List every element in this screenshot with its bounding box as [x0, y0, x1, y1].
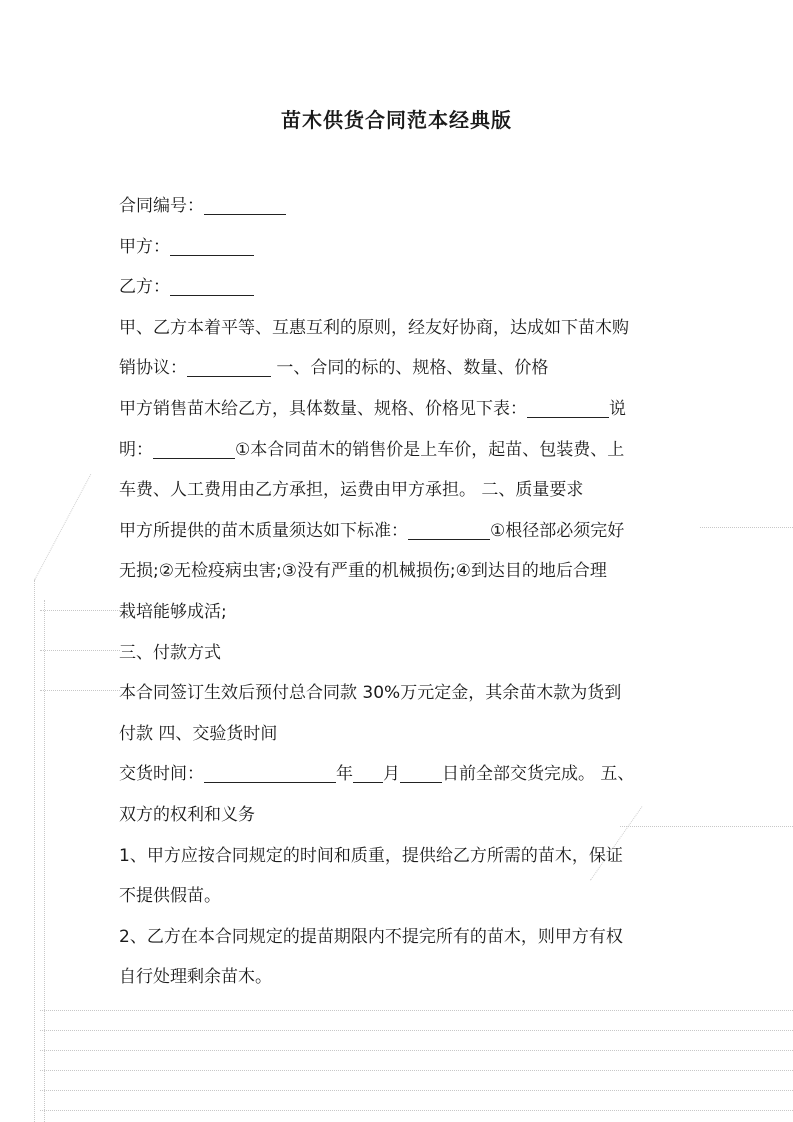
paragraph-line: 2、乙方在本合同规定的提苗期限内不提完所有的苗木，则甲方有权: [119, 926, 623, 947]
contract-number-label: 合同编号：: [119, 196, 204, 216]
paragraph-line: [119, 389, 679, 430]
paragraph-line: 自行处理剩余苗木。: [119, 967, 272, 988]
paragraph-line: 本合同签订生效后预付总合同款 30%万元定金，其余苗木款为货到: [119, 683, 622, 704]
watermark-line: [40, 1010, 793, 1011]
watermark-line: [40, 1070, 793, 1071]
text-run: 一、合同的标的、规格、数量、价格: [271, 358, 549, 379]
agreement-blank[interactable]: [187, 356, 271, 377]
party-a-blank[interactable]: [170, 235, 254, 256]
day-blank[interactable]: [400, 762, 442, 783]
document-body: [119, 186, 679, 998]
party-a-label: 甲方：: [119, 236, 170, 257]
quality-standard-blank[interactable]: [408, 519, 490, 540]
paragraph-line: 1、甲方应按合同规定的时间和质重，提供给乙方所需的苗木，保证: [119, 845, 623, 866]
party-b-label: 乙方：: [119, 277, 170, 298]
text-run: 月: [383, 764, 400, 785]
watermark-line: [34, 474, 91, 580]
text-run: 销协议：: [119, 358, 187, 379]
watermark-line: [40, 1050, 793, 1051]
table-reference-blank[interactable]: [527, 397, 609, 418]
text-run: 甲方所提供的苗木质量须达如下标准：: [119, 520, 408, 541]
watermark-line: [40, 690, 120, 691]
watermark-line: [700, 527, 793, 528]
paragraph-line: 车费、人工费用由乙方承担，运费由甲方承担。 二、质量要求: [119, 480, 584, 501]
document-title: 苗木供货合同范本经典版: [281, 108, 512, 132]
month-blank[interactable]: [353, 762, 383, 783]
watermark-line: [40, 610, 120, 611]
paragraph-line: [119, 430, 679, 471]
text-run: 交货时间：: [119, 764, 204, 785]
contract-number-blank[interactable]: [204, 194, 286, 215]
delivery-time-line: [119, 754, 679, 795]
party-b-blank[interactable]: [170, 275, 254, 296]
paragraph-line: [119, 511, 679, 552]
watermark-line: [40, 1090, 793, 1091]
text-run: 明：: [119, 439, 153, 460]
watermark-line: [40, 650, 120, 651]
watermark-line: [44, 600, 45, 1122]
paragraph-line: 双方的权利和义务: [119, 804, 255, 825]
text-run: ①根径部必须完好: [490, 520, 625, 541]
paragraph-line: 甲、乙方本着平等、互惠互利的原则，经友好协商，达成如下苗木购: [119, 317, 629, 338]
text-run: 日前全部交货完成。 五、: [442, 764, 635, 785]
paragraph-line: 栽培能够成活;: [119, 601, 227, 622]
text-run: ①本合同苗木的销售价是上车价，起苗、包装费、上: [235, 439, 625, 460]
paragraph-line: 无损;②无检疫病虫害;③没有严重的机械损伤;④到达目的地后合理: [119, 561, 607, 582]
year-blank[interactable]: [204, 762, 336, 783]
contract-number-line: [119, 186, 679, 227]
text-run: 甲方销售苗木给乙方，具体数量、规格、价格见下表：: [119, 398, 527, 419]
party-a-line: [119, 227, 679, 268]
watermark-line: [40, 1030, 793, 1031]
paragraph-line: 不提供假苗。: [119, 886, 221, 907]
watermark-line: [40, 1110, 793, 1111]
paragraph-line: [119, 348, 679, 389]
paragraph-line: 付款 四、交验货时间: [119, 723, 278, 744]
watermark-line: [34, 580, 35, 1122]
party-b-line: [119, 267, 679, 308]
text-run: 说: [609, 398, 626, 419]
section-heading: 三、付款方式: [119, 642, 221, 663]
text-run: 年: [336, 764, 353, 785]
note-blank[interactable]: [153, 438, 235, 459]
